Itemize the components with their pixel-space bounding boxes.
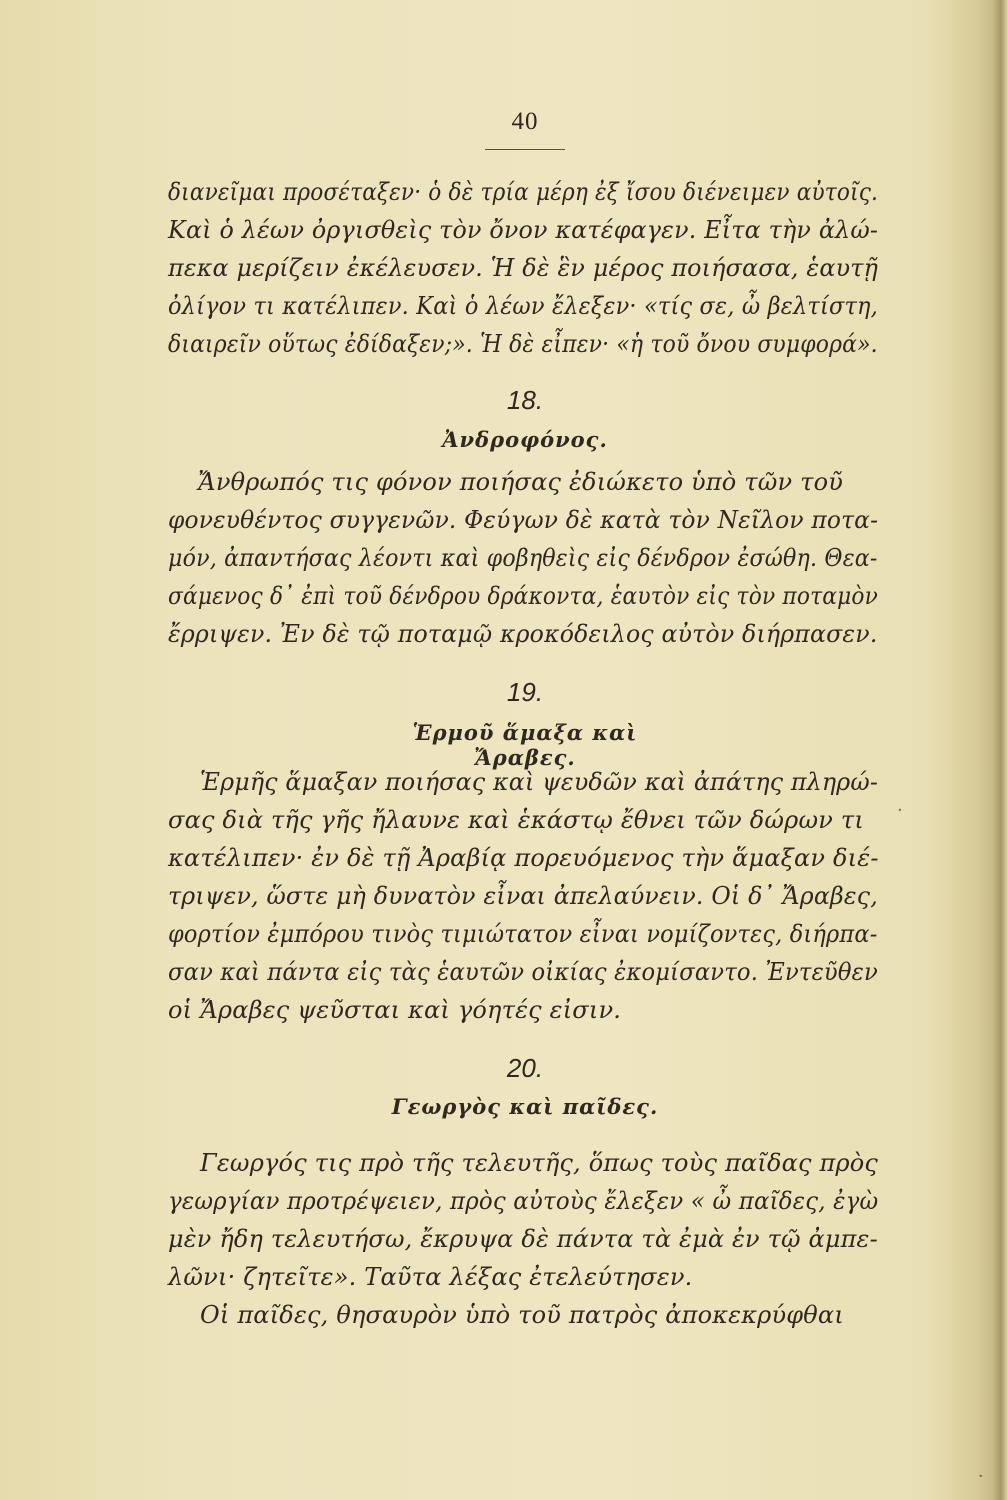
fable-title: Ἀνδροφόνος. — [442, 427, 608, 452]
fable-line: σαν καὶ πάντα εἰς τὰς ἑαυτῶν οἰκίας ἐκομίσαντο. Ἐντεῦθεν — [168, 958, 878, 986]
fable-line: φονευθέντος συγγενῶν. Φεύγων δὲ κατὰ τὸν Νεῖλον ποτα- — [168, 506, 879, 534]
page-edge — [993, 0, 1007, 1500]
intro-line: διανεῖμαι προσέταξεν· ὁ δὲ τρία μέρη ἐξ ἴσου διένειμεν αὐτοῖς. — [168, 178, 879, 206]
fable-number: 19. — [506, 677, 544, 707]
fable-line: σάμενος δ᾿ ἐπὶ τοῦ δένδρου δράκοντα, ἑαυτὸν εἰς τὸν ποταμὸν — [168, 582, 878, 610]
fable-line: γεωργίαν προτρέψειεν, πρὸς αὐτοὺς ἔλεξεν « ὦ παῖδες, ἐγὼ — [168, 1187, 879, 1215]
fable-line: μὲν ἤδη τελευτήσω, ἔκρυψα δὲ πάντα τὰ ἐμὰ ἐν τῷ ἀμπε- — [168, 1225, 878, 1253]
fable-number: 18. — [506, 385, 544, 415]
fable-line: σας διὰ τῆς γῆς ἤλαυνε καὶ ἑκάστῳ ἔθνει τῶν δώρων τι — [168, 806, 864, 834]
fable-line: Ἑρμῆς ἅμαξαν ποιήσας καὶ ψευδῶν καὶ ἀπάτης πληρώ- — [200, 768, 879, 796]
page-speck: · — [897, 800, 903, 821]
intro-line: πεκα μερίζειν ἐκέλευσεν. Ἡ δὲ ἓν μέρος ποιήσασα, ἑαυτῇ — [168, 254, 879, 282]
intro-line: ὀλίγον τι κατέλιπεν. Καὶ ὁ λέων ἔλεξεν· «τίς σε, ὦ βελτίστη, — [168, 292, 878, 320]
fable-title: Ἑρμοῦ ἅμαξα καὶ Ἄραβες. — [412, 720, 638, 770]
page-speck: · — [978, 1466, 984, 1487]
fable-line: φορτίον ἐμπόρου τινὸς τιμιώτατον εἶναι νομίζοντες, διήρπα- — [168, 920, 878, 948]
fable-line: τριψεν, ὥστε μὴ δυνατὸν εἶναι ἀπελαύνειν. Οἱ δ᾿ Ἄραβες, — [168, 882, 878, 910]
fable-line: μόν, ἀπαντήσας λέοντι καὶ φοβηθεὶς εἰς δένδρον ἐσώθη. Θεα- — [168, 544, 878, 572]
fable-line: οἱ Ἄραβες ψεῦσται καὶ γόητές εἰσιν. — [168, 996, 622, 1024]
fable-title: Γεωργὸς καὶ παῖδες. — [391, 1094, 659, 1119]
intro-line: διαιρεῖν οὕτως ἐδίδαξεν;». Ἡ δὲ εἶπεν· «ἡ τοῦ ὄνου συμφορά». — [168, 330, 878, 358]
page-number-rule — [485, 149, 565, 150]
fable-line: λῶνι· ζητεῖτε». Ταῦτα λέξας ἐτελεύτησεν. — [168, 1263, 693, 1291]
intro-line: Καὶ ὁ λέων ὀργισθεὶς τὸν ὄνον κατέφαγεν. Εἶτα τὴν ἀλώ- — [168, 216, 879, 244]
fable-line: Οἱ παῖδες, θησαυρὸν ὑπὸ τοῦ πατρὸς ἀποκεκρύφθαι — [200, 1301, 844, 1329]
page-number: 40 — [511, 108, 539, 135]
fable-line: ἔρριψεν. Ἐν δὲ τῷ ποταμῷ κροκόδειλος αὐτὸν διήρπασεν. — [168, 620, 878, 648]
fable-line: κατέλιπεν· ἐν δὲ τῇ Ἀραβίᾳ πορευόμενος τὴν ἅμαξαν διέ- — [168, 844, 879, 872]
fable-number: 20. — [506, 1053, 544, 1083]
fable-line: Ἄνθρωπός τις φόνον ποιήσας ἐδιώκετο ὑπὸ τῶν τοῦ — [198, 468, 844, 496]
fable-line: Γεωργός τις πρὸ τῆς τελευτῆς, ὅπως τοὺς παῖδας πρὸς — [200, 1149, 879, 1177]
